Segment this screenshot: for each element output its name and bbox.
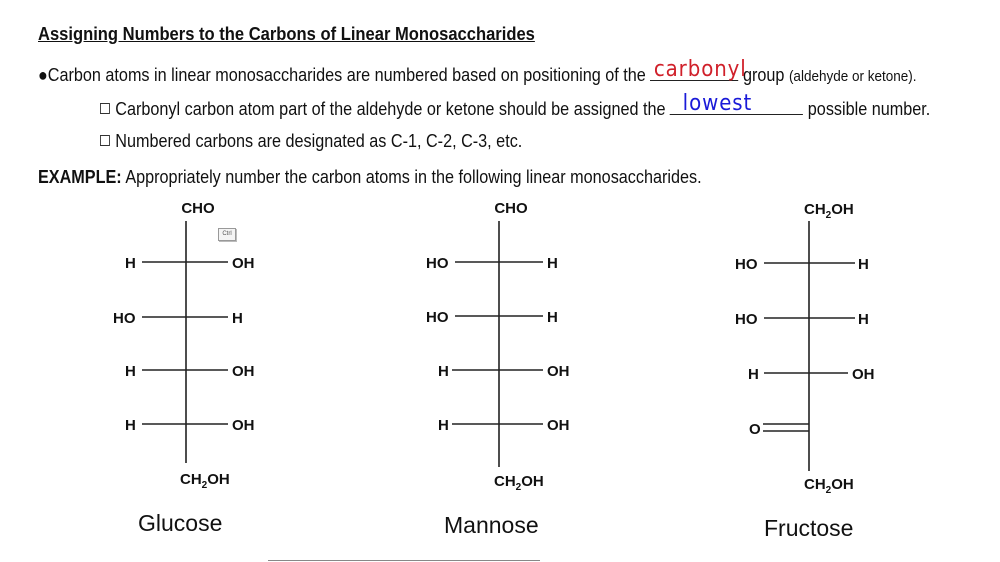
svg-text:HO: HO	[735, 256, 758, 273]
mannose-label: Mannose	[444, 512, 539, 538]
glucose-row-4	[125, 417, 255, 434]
glucose-row-2	[113, 310, 243, 327]
example-label: EXAMPLE:	[38, 167, 122, 187]
svg-text:H: H	[125, 255, 136, 272]
svg-text:H: H	[125, 363, 136, 380]
svg-text:OH: OH	[232, 417, 255, 434]
glucose-row-1	[125, 255, 255, 272]
fructose-row-1	[735, 256, 869, 273]
bullet-text: Carbon atoms in linear monosaccharides are numbered based on positioning of the	[47, 65, 646, 85]
svg-text:H: H	[438, 363, 449, 380]
square-bullet-icon	[100, 103, 110, 114]
glucose-top-group: CHO	[181, 200, 215, 217]
ctrl-badge[interactable]: Ctrl	[218, 228, 236, 241]
svg-text:HO: HO	[426, 309, 449, 326]
fructose-fischer-projection	[720, 195, 910, 505]
svg-text:H: H	[858, 256, 869, 273]
answer-blank-carbonyl	[650, 57, 747, 82]
svg-text:H: H	[547, 309, 558, 326]
glucose-row-3	[125, 363, 255, 380]
svg-text:H: H	[547, 255, 558, 272]
fructose-carbonyl-double-bond	[749, 421, 809, 438]
mannose-row-1	[426, 255, 558, 272]
example-instruction	[38, 167, 702, 188]
svg-text:HO: HO	[735, 311, 758, 328]
sub-bullet-designation	[100, 131, 522, 152]
bullet-note: (aldehyde or ketone).	[788, 68, 917, 85]
svg-text:H: H	[438, 417, 449, 434]
glucose-fischer-projection	[100, 195, 280, 495]
fructose-row-3	[748, 366, 875, 383]
glucose-bottom-group: $CH_2OH$	[180, 471, 230, 491]
fructose-top-group: $CH_2OH$	[804, 201, 854, 221]
svg-text:O: O	[749, 421, 761, 438]
page-heading: Assigning Numbers to the Carbons of Linear Monosaccharides	[38, 24, 535, 44]
answer-blank-lowest	[670, 91, 803, 116]
fructose-bottom-group: $CH_2OH$	[804, 476, 854, 496]
bullet-text-after: group	[742, 65, 785, 85]
svg-text:H: H	[748, 366, 759, 383]
svg-text:HO: HO	[426, 255, 449, 272]
mannose-top-group: CHO	[494, 200, 528, 217]
bullet-marker: ●	[38, 65, 48, 85]
svg-text:H: H	[125, 417, 136, 434]
svg-text:OH: OH	[547, 363, 570, 380]
handwritten-answer-carbonyl: carbonyl	[653, 57, 747, 82]
mannose-fischer-projection	[410, 195, 600, 495]
mannose-row-2	[426, 309, 558, 326]
svg-text:OH: OH	[852, 366, 875, 383]
svg-text:OH: OH	[547, 417, 570, 434]
svg-text:OH: OH	[232, 255, 255, 272]
bullet-carbonyl	[38, 57, 917, 86]
svg-text:OH: OH	[232, 363, 255, 380]
mannose-bottom-group: $CH_2OH$	[494, 473, 544, 493]
handwritten-answer-lowest: lowest	[682, 91, 753, 116]
sub-bullet-text: Carbonyl carbon atom part of the aldehyde or ketone should be assigned the	[115, 99, 666, 119]
square-bullet-icon	[100, 135, 110, 146]
svg-text:H: H	[232, 310, 243, 327]
svg-text:HO: HO	[113, 310, 136, 327]
sub-bullet-text: Numbered carbons are designated as C-1, C-2, C-3, etc.	[115, 131, 523, 151]
fructose-label: Fructose	[764, 515, 854, 541]
mannose-row-3	[438, 363, 570, 380]
sub-bullet-lowest	[100, 91, 931, 120]
glucose-label: Glucose	[138, 510, 223, 536]
mannose-row-4	[438, 417, 570, 434]
sub-bullet-text-after: possible number.	[807, 99, 931, 119]
example-text: Appropriately number the carbon atoms in the following linear monosaccharides.	[125, 167, 702, 187]
fructose-row-2	[735, 311, 869, 328]
bottom-divider	[268, 560, 540, 561]
svg-text:H: H	[858, 311, 869, 328]
